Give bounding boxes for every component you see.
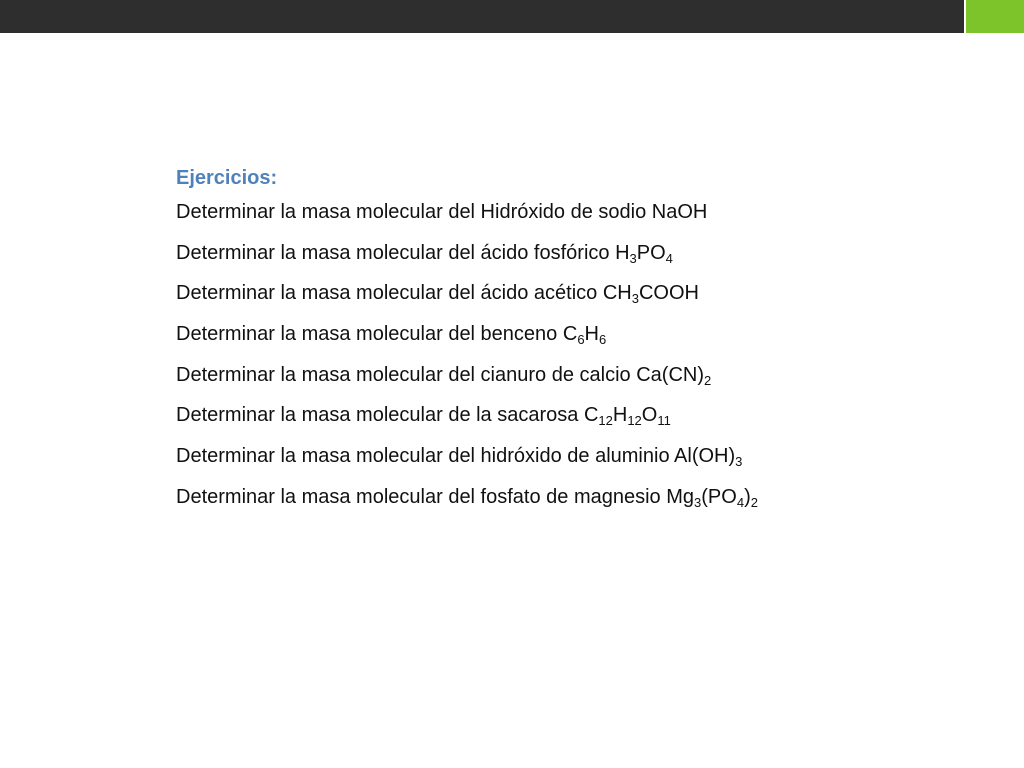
exercise-item [176,442,936,470]
formula-subscript: 4 [665,250,673,266]
formula-subscript: 12 [627,413,642,429]
formula-subscript: 4 [736,494,745,510]
chemical-formula [636,364,711,386]
exercise-text: Determinar la masa molecular del ácido acético [176,282,603,305]
chemical-formula [562,323,607,348]
formula-symbol: Ca(CN) [636,363,704,386]
exercise-item [176,361,936,389]
formula-symbol: CH [602,282,632,305]
exercise-list [176,198,936,511]
formula-symbol: O [641,404,658,427]
slide-content [176,164,936,524]
exercise-text: Determinar la masa molecular de la sacarosa [176,404,584,427]
formula-subscript: 6 [599,332,607,348]
formula-subscript: 2 [704,372,712,388]
formula-subscript: 3 [735,454,743,470]
formula-subscript: 3 [629,250,637,266]
formula-subscript: 11 [657,413,671,429]
chemical-formula [652,201,708,223]
exercise-text: Determinar la masa molecular del fosfato de magnesio [176,485,667,508]
exercise-item [176,198,936,226]
accent-block [966,0,1024,33]
formula-symbol: Mg [666,485,695,508]
chemical-formula [674,445,743,470]
formula-subscript: 12 [598,413,613,429]
exercise-text: Determinar la masa molecular del cianuro de calcio [176,363,637,386]
formula-symbol: PO [636,241,666,264]
formula-symbol: H [615,241,630,264]
formula-subscript: 3 [694,494,702,510]
formula-subscript: 3 [631,291,639,307]
top-bar [0,0,1024,33]
chemical-formula [615,242,673,264]
formula-symbol: ) [744,485,751,508]
exercise-text: Determinar la masa molecular del benceno [176,323,563,346]
chemical-formula [583,404,671,429]
chemical-formula [602,282,699,307]
exercise-text: Determinar la masa molecular del hidróxido de aluminio [176,445,675,468]
slide-heading: Ejercicios: [176,167,278,189]
formula-symbol: (PO [701,485,737,508]
formula-symbol: C [562,323,578,346]
formula-symbol: C [583,404,599,427]
exercise-item [176,320,936,348]
exercise-text: Determinar la masa molecular del Hidróxido de sodio [176,201,652,223]
formula-symbol: H [612,404,628,427]
formula-symbol: NaOH [651,201,708,223]
exercise-item [176,239,936,267]
formula-symbol: COOH [638,282,699,305]
formula-symbol: H [584,323,599,346]
exercise-item [176,401,936,429]
exercise-text: Determinar la masa molecular del ácido fosfórico [176,241,616,264]
exercise-item [176,483,936,511]
exercise-item [176,279,936,307]
formula-subscript: 6 [577,332,585,348]
formula-subscript: 2 [750,494,758,510]
chemical-formula [666,486,758,508]
formula-symbol: Al(OH) [674,445,736,468]
